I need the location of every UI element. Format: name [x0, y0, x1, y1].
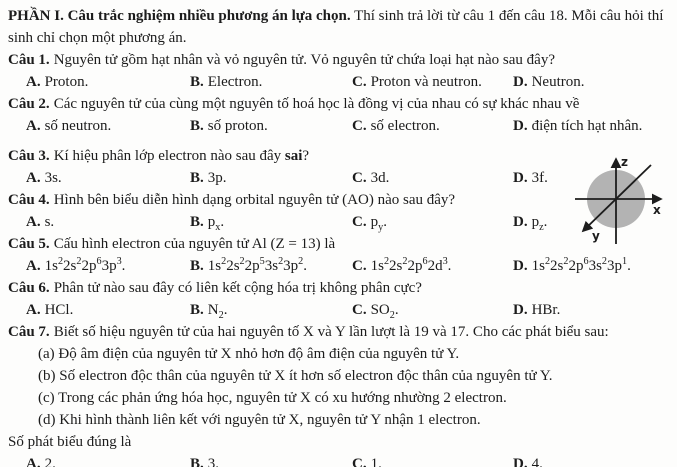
s-orbital-diagram — [572, 152, 668, 248]
option-text: 3p. — [207, 170, 227, 186]
s-orbital-figure — [572, 152, 668, 248]
statement-b: (b) Số electron độc thân của nguyên tử X ít hơn số electron độc thân của nguyên tử Y. — [38, 368, 553, 384]
option-letter: A. — [26, 74, 41, 90]
option-c — [352, 453, 513, 467]
option-c — [352, 167, 513, 189]
option-text: $p_x$. — [207, 214, 225, 233]
option-letter: D. — [513, 258, 528, 274]
question-1-text: Nguyên tử gồm hạt nhân và vỏ nguyên tử. Vỏ nguyên tử chứa loại hạt nào sau đây? — [53, 52, 555, 68]
option-text: HBr. — [531, 302, 561, 318]
option-letter: C. — [352, 456, 367, 467]
option-text: $N_2$. — [207, 302, 228, 321]
option-letter: C. — [352, 74, 367, 90]
option-letter: A. — [26, 456, 41, 467]
x-axis-label: x — [653, 203, 661, 217]
option-text: Electron. — [207, 74, 263, 90]
question-7-text: Biết số hiệu nguyên tử của hai nguyên tố X và Y lần lượt là 19 và 17. Cho các phát biểu sau: — [53, 324, 609, 340]
option-c — [352, 299, 513, 321]
option-letter: B. — [190, 302, 204, 318]
option-c — [352, 71, 513, 93]
question-4-text: Hình bên biểu diễn hình dạng orbital nguyên tử (AO) nào sau đây? — [53, 192, 456, 208]
option-text: Proton. — [44, 74, 89, 90]
option-c — [352, 255, 513, 277]
option-text: Neutron. — [531, 74, 585, 90]
option-text: 3s. — [44, 170, 62, 186]
question-5-text: Cấu hình electron của nguyên tử Al (Z = 13) là — [53, 236, 336, 252]
option-letter: C. — [352, 302, 367, 318]
option-b — [190, 299, 352, 321]
question-7-options — [8, 453, 669, 467]
option-letter: A. — [26, 258, 41, 274]
option-text: $p_y$. — [370, 214, 387, 233]
question-2-line — [8, 93, 669, 115]
option-c — [352, 115, 513, 137]
question-5-line — [8, 233, 669, 255]
option-text: $1s^22s^22p^63p^3$. — [44, 256, 126, 274]
option-text: số proton. — [207, 118, 268, 134]
option-a — [26, 211, 190, 233]
question-3-text: Kí hiệu phân lớp electron nào sau đây sai? — [53, 148, 310, 164]
question-6-label: Câu 6. — [8, 280, 50, 296]
section-header-rest: Thí sinh trả lời từ câu 1 đến câu 18. Mỗi câu hỏi thí sinh chỉ chọn một phương án. — [8, 8, 664, 46]
question-3-line — [8, 145, 669, 167]
option-text: s. — [44, 214, 55, 230]
option-letter: C. — [352, 118, 367, 134]
question-1-line — [8, 49, 669, 71]
option-a — [26, 167, 190, 189]
option-b — [190, 71, 352, 93]
question-4-line — [8, 189, 669, 211]
question-3-label: Câu 3. — [8, 148, 50, 164]
section-header — [8, 5, 669, 49]
option-b — [190, 211, 352, 233]
option-b — [190, 255, 352, 277]
option-letter: B. — [190, 118, 204, 134]
option-letter: C. — [352, 258, 367, 274]
option-text: $1s^22s^22p^63s^23p^1$. — [531, 256, 631, 274]
z-axis-label: z — [621, 155, 628, 169]
option-c — [352, 211, 513, 233]
option-text: số electron. — [370, 118, 440, 134]
section-header-bold: PHẦN I. Câu trắc nghiệm nhiều phương án lựa chọn. — [8, 8, 351, 24]
question-4-label: Câu 4. — [8, 192, 50, 208]
option-text: HCl. — [44, 302, 74, 318]
option-letter: B. — [190, 456, 204, 467]
option-a — [26, 115, 190, 137]
option-text: 3d. — [370, 170, 390, 186]
option-text: 3. — [207, 456, 220, 467]
option-a — [26, 255, 190, 277]
option-text: Proton và neutron. — [370, 74, 482, 90]
question-7-label: Câu 7. — [8, 324, 50, 340]
question-1-options — [8, 71, 669, 93]
option-letter: B. — [190, 258, 204, 274]
option-letter: D. — [513, 118, 528, 134]
option-letter: C. — [352, 214, 367, 230]
option-letter: D. — [513, 302, 528, 318]
statement-a: (a) Độ âm điện của nguyên tử X nhỏ hơn độ âm điện của nguyên tử Y. — [38, 346, 460, 362]
option-d — [513, 255, 669, 277]
option-letter: D. — [513, 74, 528, 90]
option-text: $SO_2$. — [370, 302, 399, 321]
option-d — [513, 115, 669, 137]
question-6-line — [8, 277, 669, 299]
question-2-label: Câu 2. — [8, 96, 50, 112]
option-letter: D. — [513, 214, 528, 230]
option-a — [26, 453, 190, 467]
question-5-options — [8, 255, 669, 277]
option-letter: B. — [190, 170, 204, 186]
option-text: 1. — [370, 456, 382, 467]
question-3-options — [8, 167, 669, 189]
question-7-line — [8, 321, 669, 343]
option-letter: D. — [513, 456, 528, 467]
option-text: $1s^22s^22p^62d^3$. — [370, 256, 452, 274]
option-a — [26, 71, 190, 93]
option-letter: D. — [513, 170, 528, 186]
option-text: 4. — [531, 456, 543, 467]
option-letter: A. — [26, 302, 41, 318]
option-letter: A. — [26, 118, 41, 134]
option-letter: A. — [26, 170, 41, 186]
option-text: điện tích hạt nhân. — [531, 118, 643, 134]
option-letter: A. — [26, 214, 41, 230]
option-b — [190, 167, 352, 189]
option-text: 2. — [44, 456, 56, 467]
option-b — [190, 453, 352, 467]
option-a — [26, 299, 190, 321]
question-6-options — [8, 299, 669, 321]
statement-d: (d) Khi hình thành liên kết với nguyên tử X, nguyên tử Y nhận 1 electron. — [38, 412, 481, 428]
option-text: 3f. — [531, 170, 548, 186]
question-5-label: Câu 5. — [8, 236, 50, 252]
statement-c: (c) Trong các phản ứng hóa học, nguyên tử X có xu hướng nhường 2 electron. — [38, 390, 507, 406]
question-7-closing: Số phát biểu đúng là — [8, 434, 132, 450]
question-1-label: Câu 1. — [8, 52, 50, 68]
question-6-text: Phân tử nào sau đây có liên kết cộng hóa trị không phân cực? — [53, 280, 422, 296]
question-2-text: Các nguyên tử của cùng một nguyên tố hoá học là đồng vị của nhau có sự khác nhau về — [53, 96, 580, 112]
option-text: $1s^22s^22p^53s^23p^2$. — [207, 256, 308, 274]
option-d — [513, 299, 669, 321]
option-letter: B. — [190, 214, 204, 230]
option-letter: C. — [352, 170, 367, 186]
option-d — [513, 453, 669, 467]
question-4-options — [8, 211, 669, 233]
option-b — [190, 115, 352, 137]
option-letter: B. — [190, 74, 204, 90]
question-2-options — [8, 115, 669, 137]
option-text: $p_z$. — [531, 214, 548, 233]
option-d — [513, 71, 669, 93]
y-axis-label: y — [592, 229, 600, 243]
option-text: số neutron. — [44, 118, 112, 134]
